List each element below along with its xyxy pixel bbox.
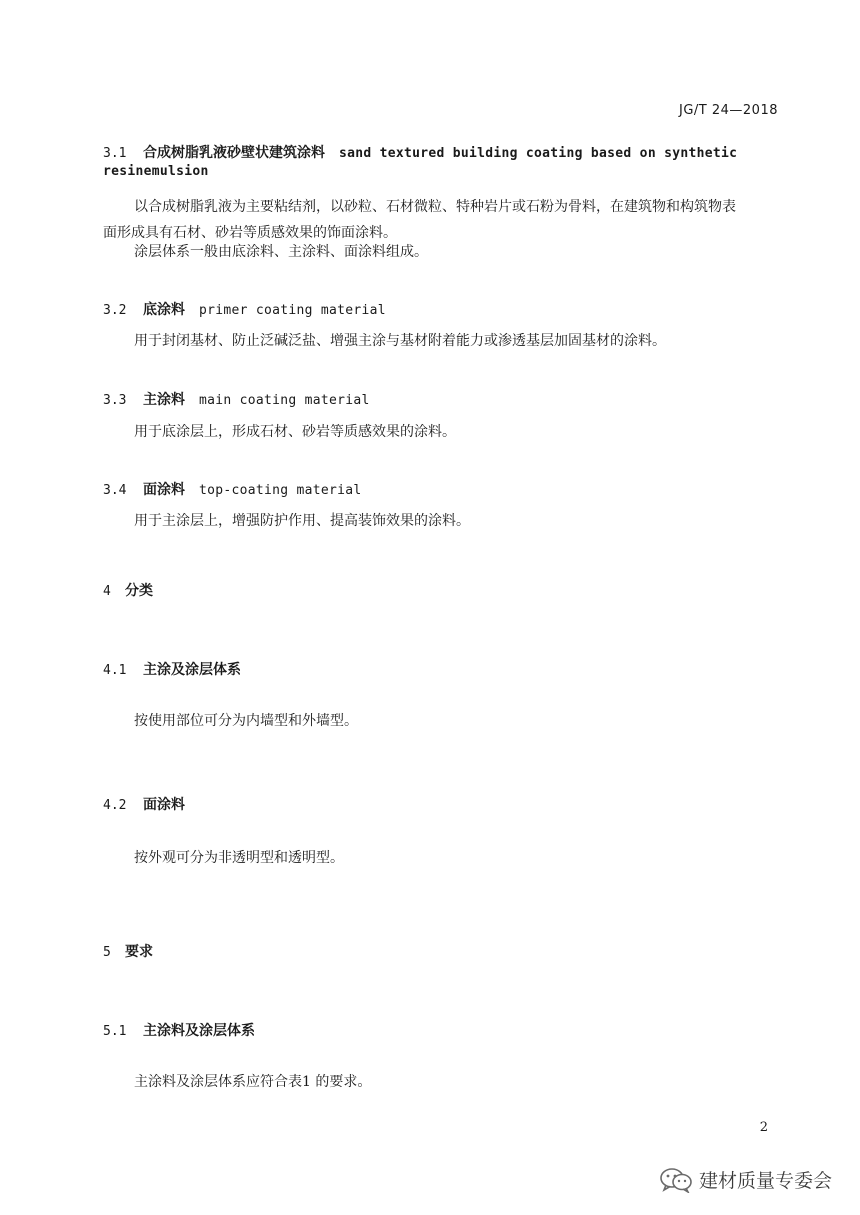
section-title: 主涂及涂层体系 <box>143 662 241 678</box>
term-cn: 底涂料 <box>143 302 185 318</box>
section-number: 3.2 <box>103 303 127 318</box>
section-number: 4.1 <box>103 663 127 678</box>
watermark-text: 建材质量专委会 <box>698 1170 832 1192</box>
section-number: 4.2 <box>103 798 127 813</box>
paragraph-text: 主涂料及涂层体系应符合表1 的要求。 <box>134 1074 372 1090</box>
chapter-title: 分类 <box>125 583 153 599</box>
wechat-icon <box>659 1167 693 1193</box>
section-number: 4 <box>103 584 111 599</box>
section-title: 面涂料 <box>143 797 185 813</box>
section-heading-3-2 <box>103 299 386 319</box>
paragraph-4-1 <box>103 708 783 734</box>
paragraph-text: 按使用部位可分为内墙型和外墙型。 <box>134 713 358 729</box>
paragraph-text: 用于底涂层上，形成石材、砂岩等质感效果的涂料。 <box>134 424 456 440</box>
section-heading-3-1 <box>103 142 737 162</box>
term-en: main coating material <box>199 393 370 408</box>
paragraph-3-2 <box>103 328 783 354</box>
chapter-title: 要求 <box>125 944 153 960</box>
paragraph-4-2 <box>103 845 783 871</box>
term-en: sand textured building coating based on synthetic <box>339 146 738 161</box>
paragraph-text: 以合成树脂乳液为主要粘结剂，以砂粒、石材微粒、特种岩片或石粉为骨料，在建筑物和构筑物表 <box>134 199 736 215</box>
term-cn: 面涂料 <box>143 482 185 498</box>
standard-number: JG/T 24—2018 <box>679 103 778 118</box>
section-number: 5 <box>103 945 111 960</box>
chapter-heading-5 <box>103 941 153 961</box>
term-cn: 合成树脂乳液砂壁状建筑涂料 <box>143 145 325 161</box>
section-title: 主涂料及涂层体系 <box>143 1023 255 1039</box>
section-heading-4-1 <box>103 659 241 679</box>
section-heading-3-4 <box>103 479 362 499</box>
paragraph-text: 涂层体系一般由底涂料、主涂料、面涂料组成。 <box>134 244 428 260</box>
paragraph-3-3 <box>103 419 783 445</box>
section-number: 3.3 <box>103 393 127 408</box>
paragraph-3-4 <box>103 508 783 534</box>
section-heading-4-2 <box>103 794 185 814</box>
paragraph-text: 用于封闭基材、防止泛碱泛盐、增强主涂与基材附着能力或渗透基层加固基材的涂料。 <box>134 333 666 349</box>
paragraph-text: 面形成具有石材、砂岩等质感效果的饰面涂料。 <box>103 225 397 241</box>
chapter-heading-4 <box>103 580 153 600</box>
watermark <box>659 1166 832 1193</box>
paragraph-text: 按外观可分为非透明型和透明型。 <box>134 850 344 866</box>
term-en-continuation: resinemulsion <box>103 164 209 179</box>
section-number: 3.4 <box>103 483 127 498</box>
paragraph-text: 用于主涂层上，增强防护作用、提高装饰效果的涂料。 <box>134 513 470 529</box>
page-number: 2 <box>759 1120 768 1135</box>
term-en: top-coating material <box>199 483 362 498</box>
section-heading-5-1 <box>103 1020 255 1040</box>
section-number: 3.1 <box>103 146 127 161</box>
paragraph-3-1-system <box>103 239 783 265</box>
section-heading-3-3 <box>103 389 370 409</box>
term-cn: 主涂料 <box>143 392 185 408</box>
paragraph-5-1 <box>103 1069 783 1095</box>
term-en: primer coating material <box>199 303 386 318</box>
section-number: 5.1 <box>103 1024 127 1039</box>
